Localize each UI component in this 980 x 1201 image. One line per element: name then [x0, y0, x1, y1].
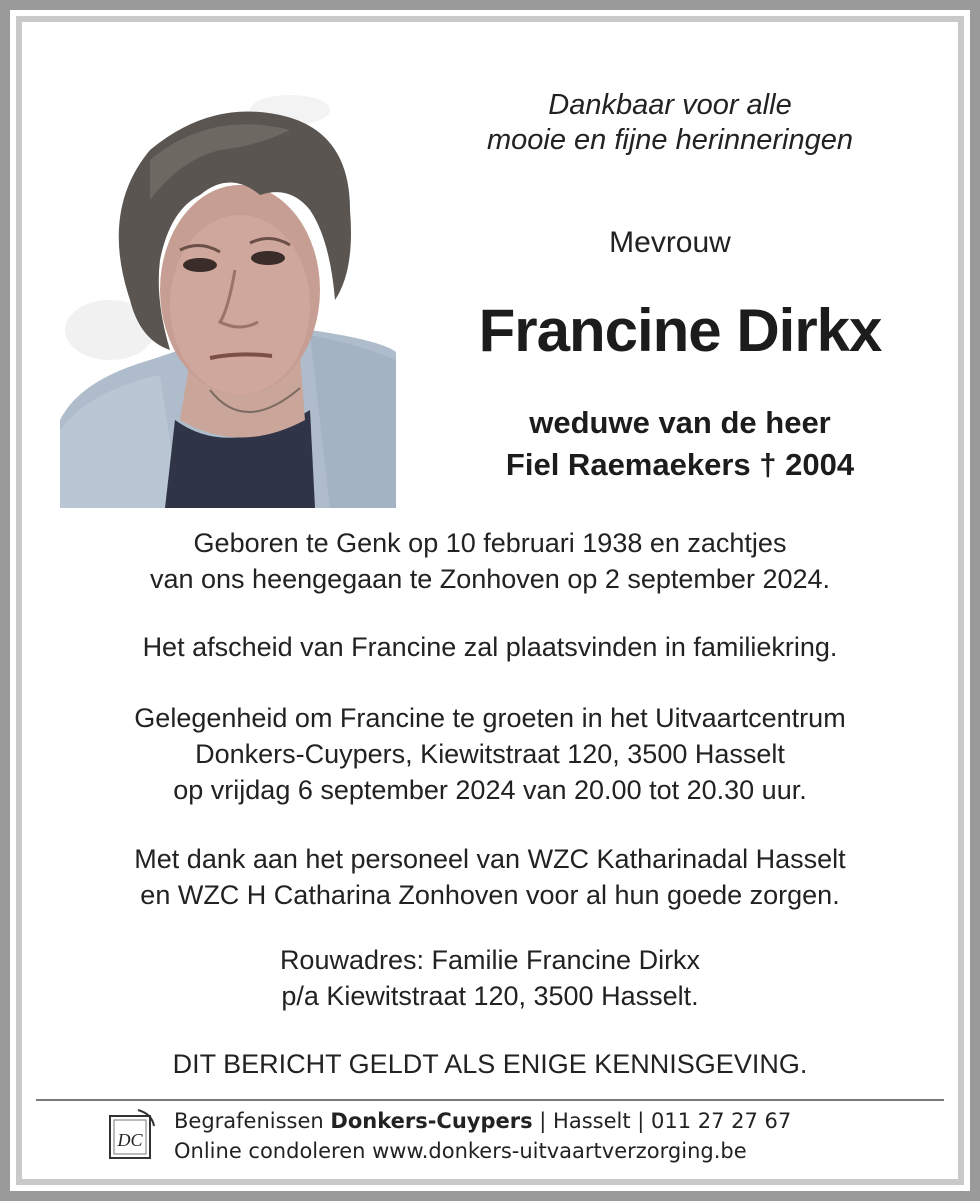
- footer: [108, 1106, 868, 1166]
- thanks-line-1: Met dank aan het personeel van WZC Katharinadal Hasselt: [134, 844, 846, 874]
- logo-letters: DC: [117, 1130, 143, 1150]
- deceased-name: Francine Dirkx: [478, 297, 882, 364]
- footer-text: [174, 1106, 791, 1166]
- footer-line-2[interactable]: Online condoleren www.donkers-uitvaartverzorging.be: [174, 1139, 747, 1163]
- quote-line-2: mooie en fijne herinneringen: [487, 124, 853, 156]
- footer-prefix: Begrafenissen: [174, 1109, 331, 1133]
- memorial-quote: [430, 88, 910, 158]
- portrait-photo: [60, 90, 396, 508]
- footer-line-1: [174, 1106, 791, 1136]
- visitation-line-1: Gelegenheid om Francine te groeten in het Uitvaartcentrum: [134, 703, 846, 733]
- address-line-2: p/a Kiewitstraat 120, 3500 Hasselt.: [281, 981, 699, 1011]
- spouse-info: [430, 402, 930, 486]
- footer-location-phone: | Hasselt | 011 27 27 67: [532, 1109, 792, 1133]
- spouse-line-1: weduwe van de heer: [529, 405, 831, 440]
- birth-death-paragraph: [40, 525, 940, 597]
- address-paragraph: [40, 942, 940, 1014]
- visitation-paragraph: [40, 700, 940, 808]
- farewell-paragraph: Het afscheid van Francine zal plaatsvinden in familiekring.: [142, 632, 838, 662]
- spouse-line-2: Fiel Raemaekers † 2004: [505, 447, 855, 482]
- thanks-line-2: en WZC H Catharina Zonhoven voor al hun goede zorgen.: [140, 880, 840, 910]
- notice-line: DIT BERICHT GELDT ALS ENIGE KENNISGEVING.: [172, 1049, 808, 1079]
- address-line-1: Rouwadres: Familie Francine Dirkx: [279, 945, 701, 975]
- visitation-line-2: Donkers-Cuypers, Kiewitstraat 120, 3500 Hasselt: [195, 739, 785, 769]
- funeral-home-logo: [108, 1108, 156, 1162]
- quote-line-1: Dankbaar voor alle: [548, 89, 792, 121]
- footer-divider: [36, 1099, 944, 1101]
- honorific: Mevrouw: [609, 226, 731, 259]
- death-line: van ons heengegaan te Zonhoven op 2 september 2024.: [149, 564, 831, 594]
- visitation-line-3: op vrijdag 6 september 2024 van 20.00 tot 20.30 uur.: [173, 775, 807, 805]
- company-name: Donkers-Cuypers: [330, 1109, 533, 1133]
- birth-line: Geboren te Genk op 10 februari 1938 en zachtjes: [193, 528, 787, 558]
- thanks-paragraph: [40, 841, 940, 913]
